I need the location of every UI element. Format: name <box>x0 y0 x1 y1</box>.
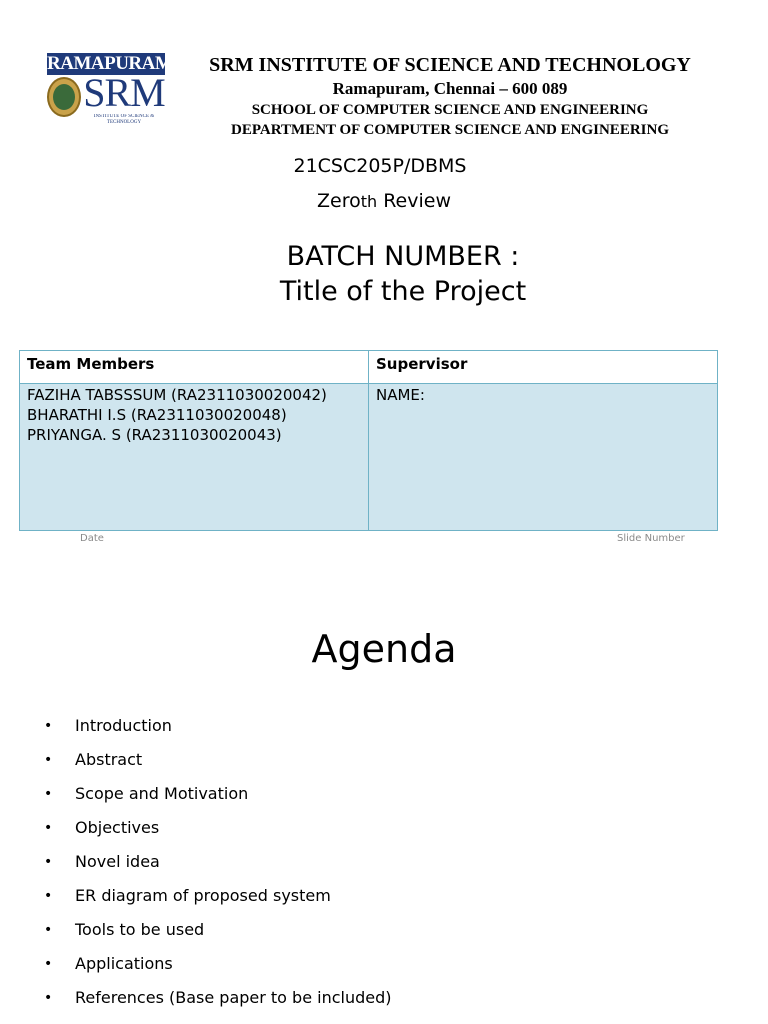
team-member: PRIYANGA. S (RA2311030020043) <box>27 426 282 444</box>
review-superscript: th <box>360 192 378 211</box>
batch-number: BATCH NUMBER : <box>286 241 520 272</box>
logo-banner: RAMAPURAM <box>47 53 173 74</box>
list-item <box>0 916 768 944</box>
institute-name: SRM INSTITUTE OF SCIENCE AND TECHNOLOGY <box>209 54 691 76</box>
header-team-members: Team Members <box>27 355 155 373</box>
bullet-icon: • <box>44 888 53 904</box>
team-member: FAZIHA TABSSSUM (RA2311030020042) <box>27 386 327 404</box>
bullet-icon: • <box>44 854 53 870</box>
supervisor-name-cell: NAME: <box>376 386 425 404</box>
department-name: DEPARTMENT OF COMPUTER SCIENCE AND ENGINEERING <box>231 122 669 138</box>
review-title <box>184 189 584 214</box>
bullet-icon: • <box>44 956 53 972</box>
review-suffix: Review <box>377 190 451 212</box>
logo-seal-icon <box>47 77 81 117</box>
agenda-item-text: Novel idea <box>75 852 160 871</box>
agenda-item-text: Objectives <box>75 818 160 837</box>
list-item <box>0 746 768 774</box>
bullet-icon: • <box>44 718 53 734</box>
school-name: SCHOOL OF COMPUTER SCIENCE AND ENGINEERING <box>251 102 649 118</box>
agenda-item-text: References (Base paper to be included) <box>75 988 392 1007</box>
bullet-icon: • <box>44 922 53 938</box>
footer-slide-number: Slide Number <box>617 533 685 544</box>
bullet-icon: • <box>44 752 53 768</box>
agenda-item-text: Scope and Motivation <box>75 784 249 803</box>
list-item <box>0 712 768 740</box>
agenda-item-text: Applications <box>75 954 173 973</box>
team-members-cell <box>27 385 327 445</box>
list-item <box>0 950 768 978</box>
list-item <box>0 780 768 808</box>
bullet-icon: • <box>44 990 53 1006</box>
course-code: 21CSC205P/DBMS <box>293 155 467 177</box>
agenda-item-text: ER diagram of proposed system <box>75 886 331 905</box>
list-item <box>0 882 768 910</box>
institute-logo <box>47 53 173 127</box>
project-title: Title of the Project <box>279 276 527 307</box>
review-prefix: Zero <box>317 190 361 212</box>
agenda-item-text: Tools to be used <box>75 920 205 939</box>
list-item <box>0 848 768 876</box>
footer-date: Date <box>80 533 104 544</box>
agenda-item-text: Abstract <box>75 750 143 769</box>
team-table <box>19 350 718 531</box>
list-item <box>0 814 768 842</box>
bullet-icon: • <box>44 786 53 802</box>
logo-brand: SRM <box>83 70 165 115</box>
list-item <box>0 984 768 1012</box>
agenda-item-text: Introduction <box>75 716 172 735</box>
column-divider <box>368 351 369 530</box>
bullet-icon: • <box>44 820 53 836</box>
agenda-title: Agenda <box>311 627 457 671</box>
header-supervisor: Supervisor <box>376 355 468 373</box>
team-member: BHARATHI I.S (RA2311030020048) <box>27 406 287 424</box>
institute-address: Ramapuram, Chennai – 600 089 <box>332 79 568 98</box>
logo-subtext: INSTITUTE OF SCIENCE & TECHNOLOGY <box>93 114 155 125</box>
